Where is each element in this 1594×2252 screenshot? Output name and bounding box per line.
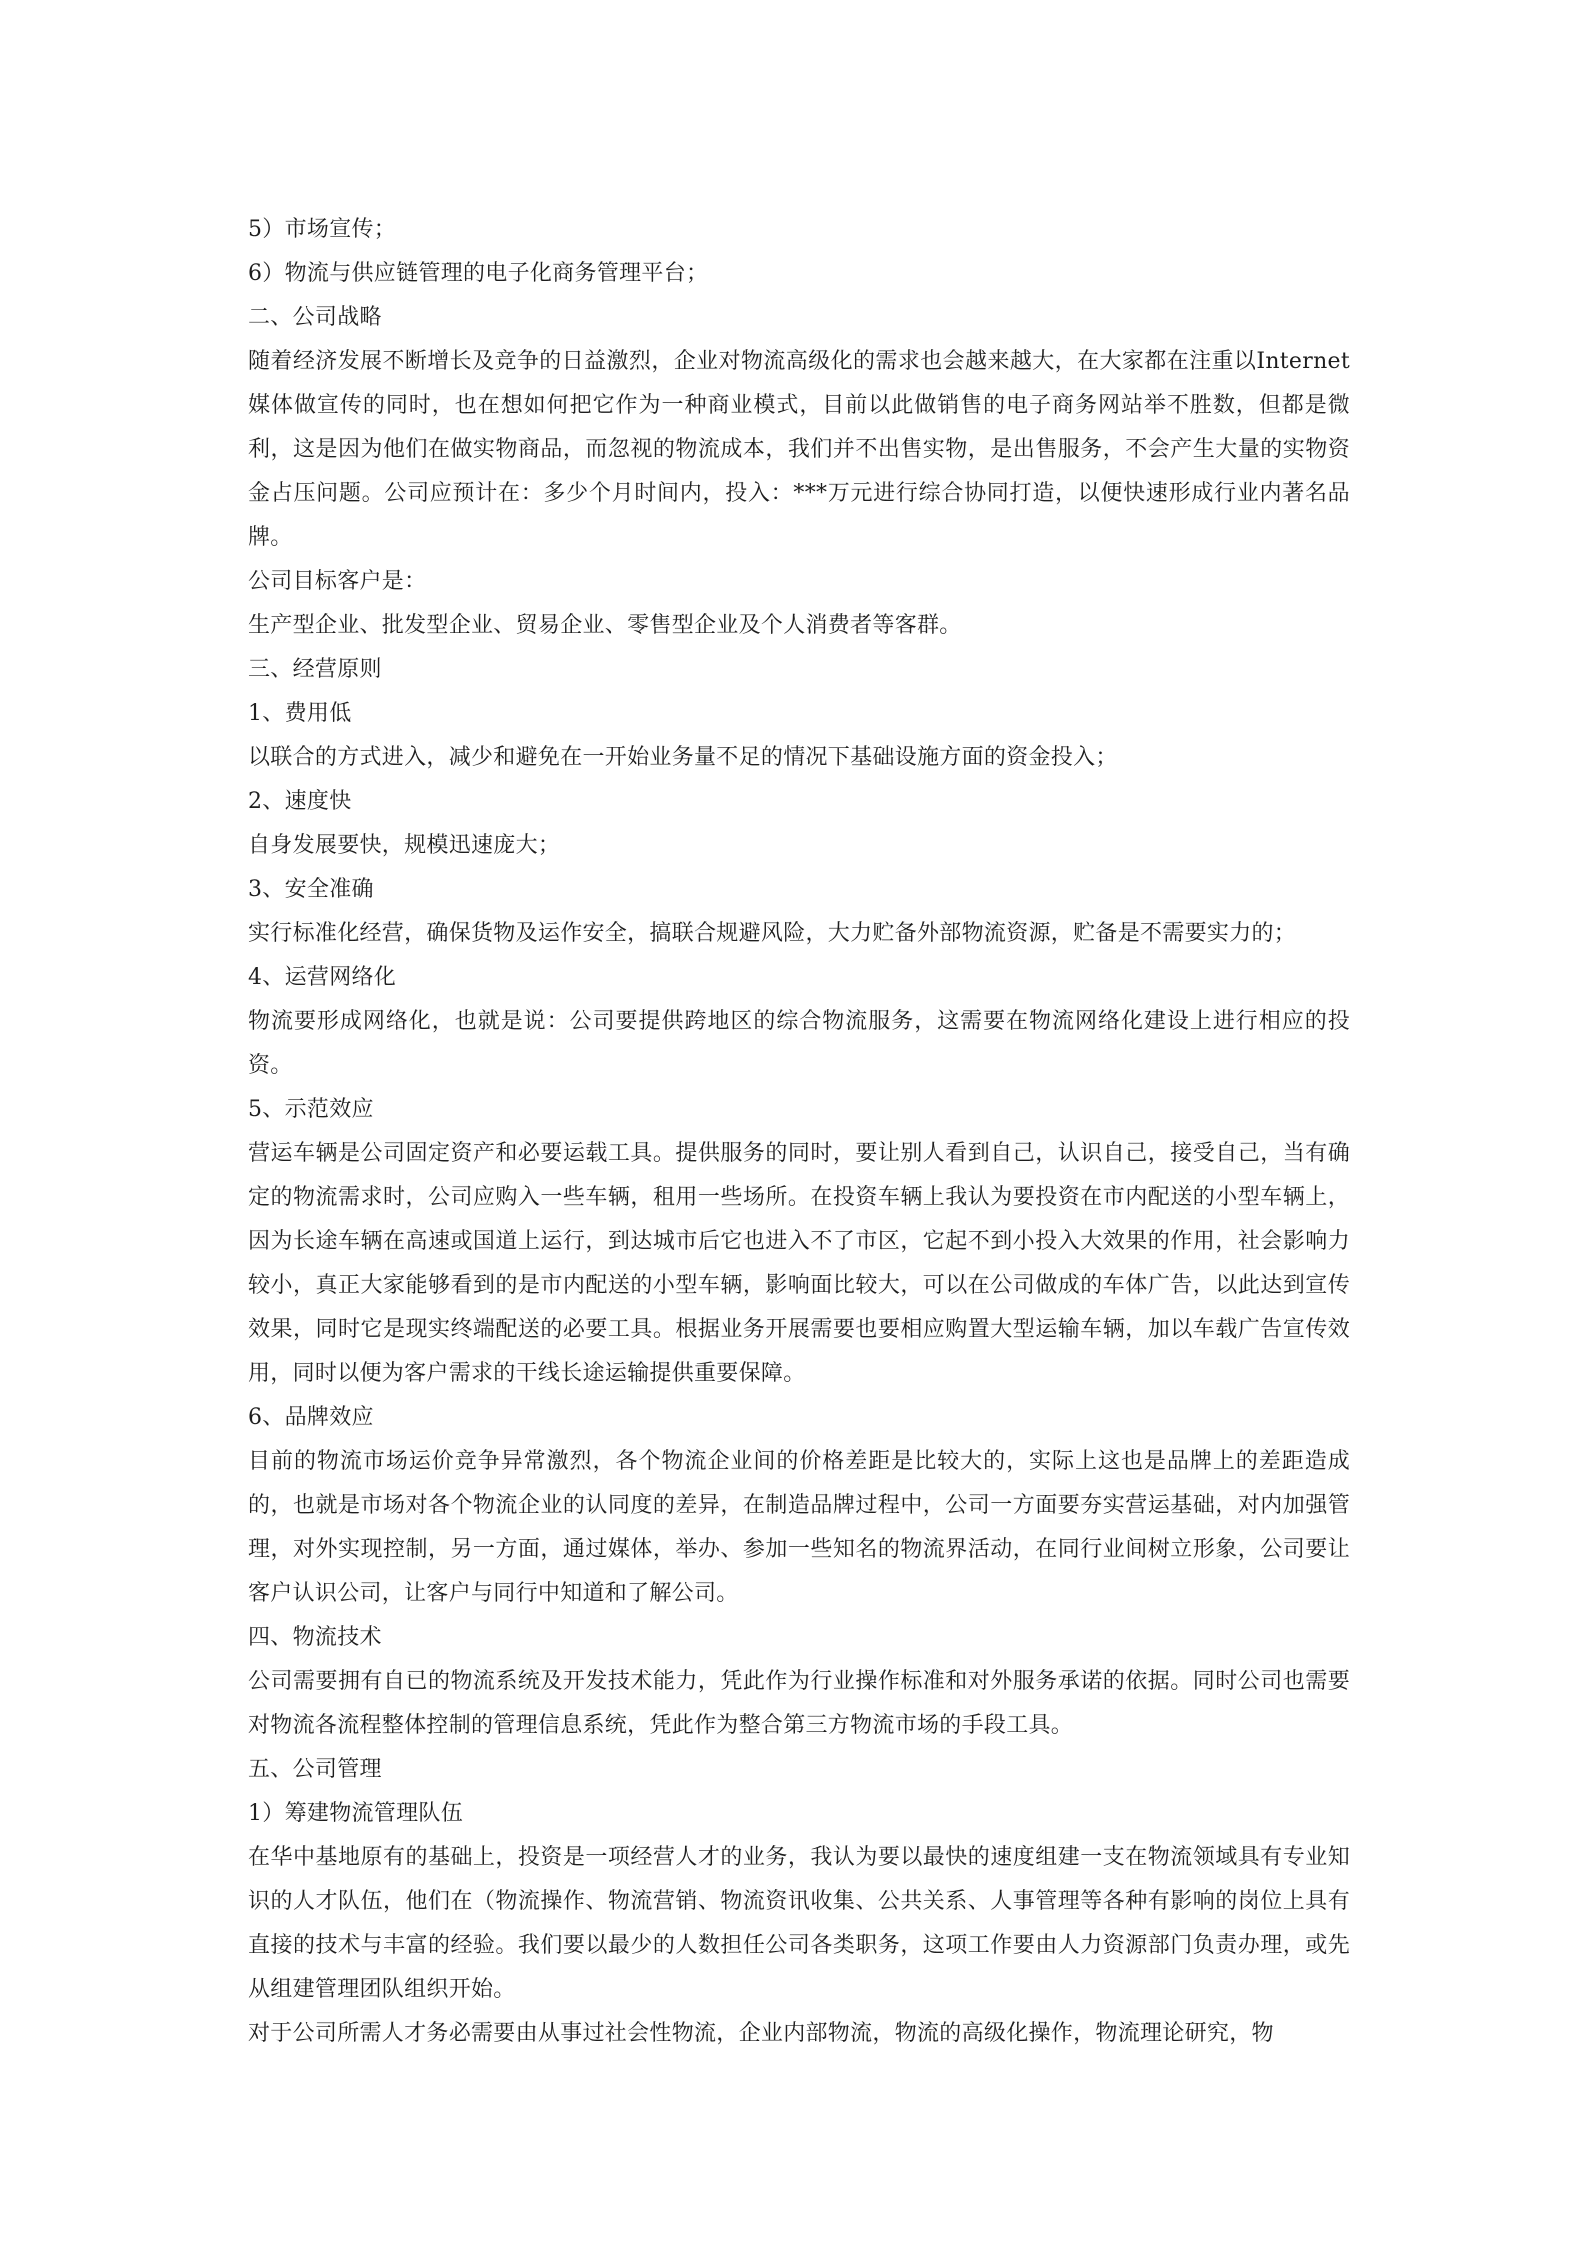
paragraph-talent: 对于公司所需人才务必需要由从事过社会性物流，企业内部物流，物流的高级化操作，物流理论研究，物 — [248, 2021, 1274, 2046]
section-heading-management: 五、公司管理 — [248, 1757, 382, 1782]
paragraph-brand: 目前的物流市场运价竞争异常激烈，各个物流企业间的价格差距是比较大的，实际上这也是品牌上的差距造成的，也就是市场对各个物流企业的认同度的差异，在制造品牌过程中，公司一方面要夯实营运基础，对内加强管理，对外实现控制，另一方面，通过媒体，举办、参加一些知名的物流界活动，在同行业间树立形象，公司要让客户认识公司，让客户与同行中知道和了解公司。 — [248, 1449, 1350, 1606]
subheading-speed: 2、速度快 — [248, 789, 352, 814]
list-item-market-promotion: 5）市场宣传； — [248, 217, 397, 242]
paragraph-technology: 公司需要拥有自已的物流系统及开发技术能力，凭此作为行业操作标准和对外服务承诺的依据。同时公司也需要对物流各流程整体控制的管理信息系统，凭此作为整合第三方物流市场的手段工具。 — [248, 1669, 1350, 1738]
subheading-target-customers: 公司目标客户是： — [248, 569, 427, 594]
paragraph-target-customers: 生产型企业、批发型企业、贸易企业、零售型企业及个人消费者等客群。 — [248, 613, 962, 638]
subheading-demonstration: 5、示范效应 — [248, 1097, 374, 1122]
section-heading-technology: 四、物流技术 — [248, 1625, 382, 1650]
paragraph-network: 物流要形成网络化，也就是说：公司要提供跨地区的综合物流服务，这需要在物流网络化建设上进行相应的投资。 — [248, 1009, 1350, 1078]
subheading-network: 4、运营网络化 — [248, 965, 397, 990]
section-heading-principles: 三、经营原则 — [248, 657, 382, 682]
list-item-ecommerce-platform: 6）物流与供应链管理的电子化商务管理平台； — [248, 261, 709, 286]
subheading-team: 1）筹建物流管理队伍 — [248, 1801, 463, 1826]
paragraph-team: 在华中基地原有的基础上，投资是一项经营人才的业务，我认为要以最快的速度组建一支在物流领域具有专业知识的人才队伍，他们在（物流操作、物流营销、物流资讯收集、公共关系、人事管理等各种有影响的岗位上具有直接的技术与丰富的经验。我们要以最少的人数担任公司各类职务，这项工作要由人力资源部门负责办理，或先从组建管理团队组织开始。 — [248, 1845, 1350, 2002]
subheading-brand: 6、品牌效应 — [248, 1405, 374, 1430]
paragraph-safety: 实行标准化经营，确保货物及运作安全，搞联合规避风险，大力贮备外部物流资源，贮备是不需要实力的； — [248, 921, 1297, 946]
subheading-low-cost: 1、费用低 — [248, 701, 352, 726]
section-heading-strategy: 二、公司战略 — [248, 305, 382, 330]
subheading-safety: 3、安全准确 — [248, 877, 374, 902]
paragraph-demonstration: 营运车辆是公司固定资产和必要运载工具。提供服务的同时，要让别人看到自己，认识自己，接受自己，当有确定的物流需求时，公司应购入一些车辆，租用一些场所。在投资车辆上我认为要投资在市内配送的小型车辆上，因为长途车辆在高速或国道上运行，到达城市后它也进入不了市区，它起不到小投入大效果的作用，社会影响力较小，真正大家能够看到的是市内配送的小型车辆，影响面比较大，可以在公司做成的车体广告，以此达到宣传效果，同时它是现实终端配送的必要工具。根据业务开展需要也要相应购置大型运输车辆，加以车载广告宣传效用，同时以便为客户需求的干线长途运输提供重要保障。 — [248, 1141, 1350, 1386]
paragraph-low-cost: 以联合的方式进入，减少和避免在一开始业务量不足的情况下基础设施方面的资金投入； — [248, 745, 1118, 770]
document-body — [248, 208, 1350, 2056]
paragraph-speed: 自身发展要快，规模迅速庞大； — [248, 833, 561, 858]
paragraph-strategy: 随着经济发展不断增长及竞争的日益激烈，企业对物流高级化的需求也会越来越大，在大家都在注重以Internet媒体做宣传的同时，也在想如何把它作为一种商业模式，目前以此做销售的电子商务网站举不胜数，但都是微利，这是因为他们在做实物商品，而忽视的物流成本，我们并不出售实物，是出售服务，不会产生大量的实物资金占压问题。公司应预计在：多少个月时间内，投入：***万元进行综合协同打造，以便快速形成行业内著名品牌。 — [248, 349, 1350, 550]
